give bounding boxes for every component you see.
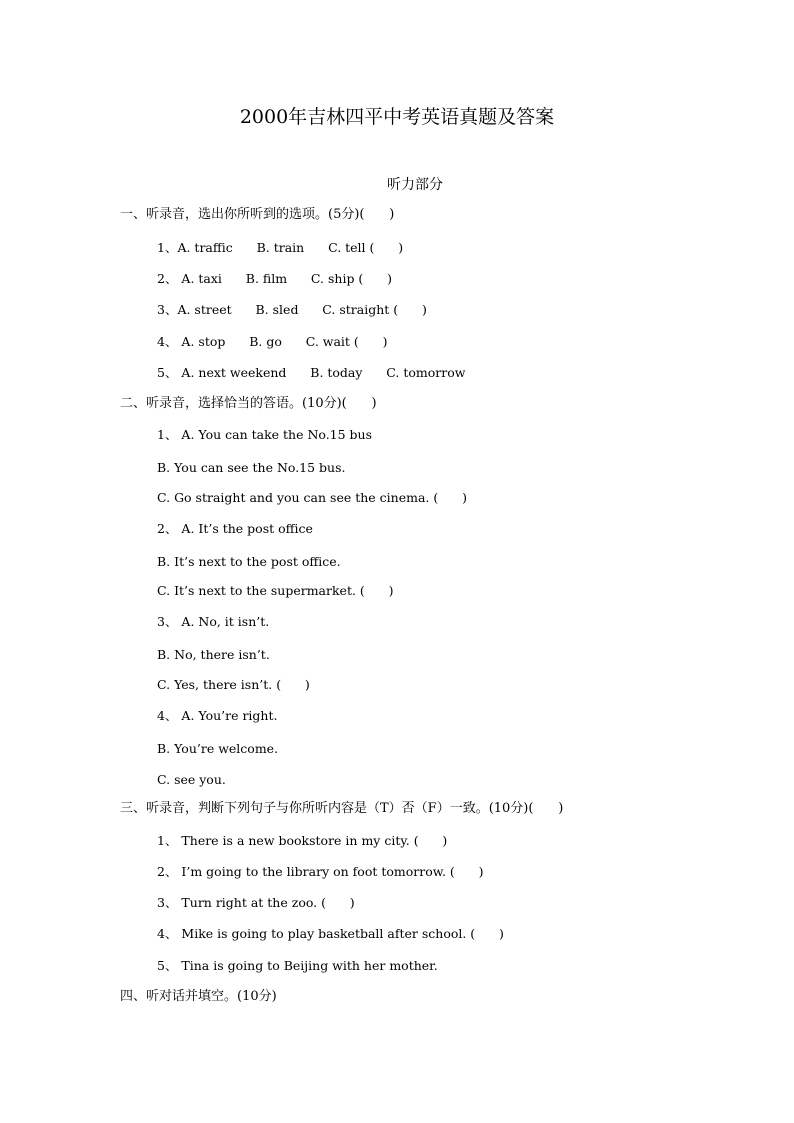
question-1-item-2: 2、 A. taxi B. film C. ship ( ) [157,271,393,286]
question-2-item-6: C. It’s next to the supermarket. ( ) [157,583,394,598]
question-2-heading: 二、听录音，选择恰当的答语。(10分)( ) [120,396,377,411]
question-3-item-4: 4、 Mike is going to play basketball after school. ( ) [157,926,504,941]
question-3-item-1: 1、 There is a new bookstore in my city. ( ) [157,833,448,848]
question-3-item-3: 3、 Turn right at the zoo. ( ) [157,895,355,910]
question-4-heading: 四、听对话并填空。(10分) [120,989,277,1004]
question-2-item-3: C. Go straight and you can see the cinema. ( ) [157,490,467,505]
question-1-item-5: 5、 A. next weekend B. today C. tomorrow [157,365,466,380]
question-1-heading: 一、听录音，选出你所听到的选项。(5分)( ) [120,207,395,222]
question-2-item-2: B. You can see the No.15 bus. [157,460,346,475]
question-2-item-8: B. No, there isn’t. [157,647,270,662]
question-1-item-1: 1、A. traffic B. train C. tell ( ) [157,240,404,255]
question-2-item-11: B. You’re welcome. [157,741,279,756]
question-2-item-1: 1、 A. You can take the No.15 bus [157,427,373,442]
page-title: 2000年吉林四平中考英语真题及答案 [239,106,555,128]
question-3-heading: 三、听录音，判断下列句子与你所听内容是（T）否（F）一致。(10分)( ) [120,801,564,816]
question-2-item-12: C. see you. [157,772,226,787]
question-2-item-4: 2、 A. It’s the post office [157,521,313,536]
question-3-item-2: 2、 I’m going to the library on foot tomorrow. ( ) [157,864,484,879]
question-2-item-9: C. Yes, there isn’t. ( ) [157,677,310,692]
question-3-item-5: 5、 Tina is going to Beijing with her mother. [157,958,438,973]
question-1-item-4: 4、 A. stop B. go C. wait ( ) [157,334,388,349]
question-2-item-7: 3、 A. No, it isn’t. [157,614,270,629]
question-2-item-10: 4、 A. You’re right. [157,708,278,723]
question-2-item-5: B. It’s next to the post office. [157,554,341,569]
section-heading: 听力部分 [387,177,443,193]
question-1-item-3: 3、A. street B. sled C. straight ( ) [157,302,427,317]
